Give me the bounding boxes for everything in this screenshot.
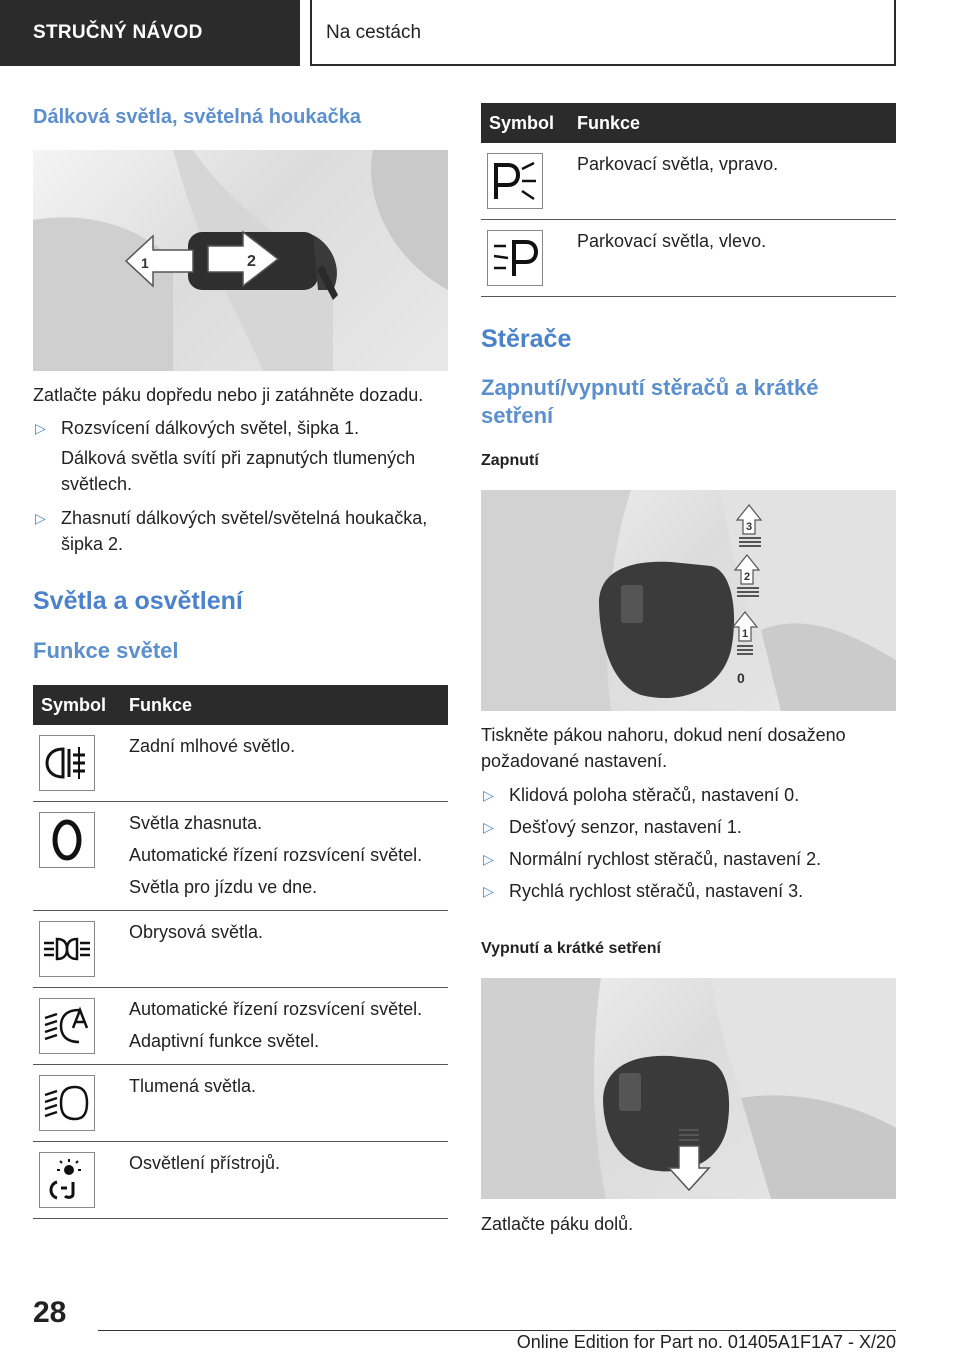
- high-beam-bullet-2: [33, 505, 448, 557]
- bullet-triangle-icon: ▷: [483, 851, 494, 867]
- bullet-text: Klidová poloha stěračů, nastavení 0.: [509, 785, 800, 805]
- wiper-off-lever-image: [481, 978, 896, 1199]
- position-2-label: 2: [744, 571, 751, 583]
- bullet-text: Normální rychlost stěračů, nastavení 2.: [509, 849, 822, 869]
- left-column: [33, 100, 448, 1219]
- wipers-subtitle: Zapnutí/vypnutí stěračů a krátké setření: [481, 375, 819, 428]
- function-text: Automatické řízení rozsvícení světel.: [129, 845, 423, 865]
- wiper-bullet: [481, 782, 896, 808]
- high-beam-bullet-note: Dálková světla svítí při zapnutých tlumených světlech.: [61, 448, 416, 494]
- symbol-cell: [33, 988, 121, 1065]
- auto-headlight-icon: [39, 998, 95, 1054]
- high-beam-bullet-1: [33, 415, 448, 441]
- parking-light-left-icon: [487, 230, 543, 286]
- wipers-title: Stěrače: [481, 325, 572, 353]
- right-column: [481, 103, 896, 1237]
- symbol-cell: [481, 220, 569, 297]
- bullet-triangle-icon: ▷: [35, 420, 46, 436]
- lights-title: Světla a osvětlení: [33, 587, 243, 615]
- wipers-off-heading: Vypnutí a krátké setření: [481, 940, 661, 957]
- high-beam-intro: Zatlačte páku dopředu nebo ji zatáhněte dozadu.: [33, 385, 424, 405]
- arrow-2-label: 2: [247, 253, 256, 270]
- bullet-triangle-icon: ▷: [35, 510, 46, 526]
- table-row: [33, 988, 448, 1065]
- table-header-row: [481, 103, 896, 143]
- table-row: [481, 220, 896, 297]
- wipers-on-text: Tiskněte pákou nahoru, dokud není dosaženo požadované nastavení.: [481, 725, 846, 771]
- symbol-cell: [481, 143, 569, 220]
- bullet-text: Rychlá rychlost stěračů, nastavení 3.: [509, 881, 804, 901]
- function-text: Parkovací světla, vpravo.: [577, 154, 779, 174]
- parking-lights-table: [481, 103, 896, 297]
- symbol-cell: [33, 802, 121, 911]
- wiper-bullet: [481, 878, 896, 904]
- table-row: [33, 725, 448, 802]
- function-text: Automatické řízení rozsvícení světel.: [129, 999, 423, 1019]
- low-beam-icon: [39, 1075, 95, 1131]
- lights-off-icon: [39, 812, 95, 868]
- page-header: [0, 0, 960, 66]
- wipers-off-text: Zatlačte páku dolů.: [481, 1214, 634, 1234]
- function-cell: [569, 220, 896, 297]
- bullet-triangle-icon: ▷: [483, 819, 494, 835]
- table-row: [33, 802, 448, 911]
- page-number: 28: [33, 1296, 67, 1329]
- col-symbol: Symbol: [33, 685, 121, 725]
- footer-edition: Online Edition for Part no. 01405A1F1A7 - X/20: [516, 1332, 896, 1352]
- symbol-cell: [33, 911, 121, 988]
- wipers-on-heading: Zapnutí: [481, 452, 539, 469]
- instrument-lighting-icon: [39, 1152, 95, 1208]
- lights-subtitle: Funkce světel: [33, 638, 179, 663]
- function-cell: [121, 988, 448, 1065]
- table-row: [481, 143, 896, 220]
- arrow-1-label: 1: [141, 255, 149, 271]
- light-functions-table: [33, 685, 448, 1219]
- bullet-text: Rozsvícení dálkových světel, šipka 1.: [61, 418, 360, 438]
- section-tab: STRUČNÝ NÁVOD: [0, 0, 300, 66]
- bullet-text: Zhasnutí dálkových světel/světelná houkačka, šipka 2.: [61, 508, 428, 554]
- function-text: Osvětlení přístrojů.: [129, 1153, 281, 1173]
- bullet-triangle-icon: ▷: [483, 787, 494, 803]
- wiper-on-illustration: [481, 490, 896, 711]
- function-text: Adaptivní funkce světel.: [129, 1031, 320, 1051]
- col-symbol: Symbol: [481, 103, 569, 143]
- high-beam-title: Dálková světla, světelná houkačka: [33, 106, 361, 128]
- wiper-off-illustration: [481, 978, 896, 1199]
- wiper-on-lever-image: [481, 490, 896, 711]
- lever-illustration: [33, 150, 448, 371]
- function-text: Obrysová světla.: [129, 922, 264, 942]
- parking-light-right-icon: [487, 153, 543, 209]
- symbol-cell: [33, 1142, 121, 1219]
- position-0-label: 0: [737, 670, 745, 686]
- footer-divider: [98, 1330, 896, 1331]
- table-row: [33, 911, 448, 988]
- parking-lights-icon: [39, 921, 95, 977]
- chapter-tab: Na cestách: [310, 0, 896, 66]
- high-beam-lever-image: [33, 150, 448, 371]
- function-text: Parkovací světla, vlevo.: [577, 231, 767, 251]
- symbol-cell: [33, 1065, 121, 1142]
- function-cell: [121, 1065, 448, 1142]
- function-cell: [121, 725, 448, 802]
- function-text: Tlumená světla.: [129, 1076, 257, 1096]
- table-header-row: [33, 685, 448, 725]
- table-row: [33, 1142, 448, 1219]
- table-row: [33, 1065, 448, 1142]
- function-text: Zadní mlhové světlo.: [129, 736, 296, 756]
- col-function: Funkce: [569, 103, 896, 143]
- function-cell: [121, 802, 448, 911]
- function-text: Světla zhasnuta.: [129, 813, 263, 833]
- bullet-triangle-icon: ▷: [483, 883, 494, 899]
- rear-fog-light-icon: [39, 735, 95, 791]
- function-text: Světla pro jízdu ve dne.: [129, 877, 318, 897]
- bullet-text: Dešťový senzor, nastavení 1.: [509, 817, 742, 837]
- function-cell: [569, 143, 896, 220]
- position-3-label: 3: [746, 521, 753, 533]
- wiper-bullet: [481, 846, 896, 872]
- col-function: Funkce: [121, 685, 448, 725]
- function-cell: [121, 1142, 448, 1219]
- position-1-label: 1: [742, 628, 749, 640]
- wiper-bullet: [481, 814, 896, 840]
- symbol-cell: [33, 725, 121, 802]
- function-cell: [121, 911, 448, 988]
